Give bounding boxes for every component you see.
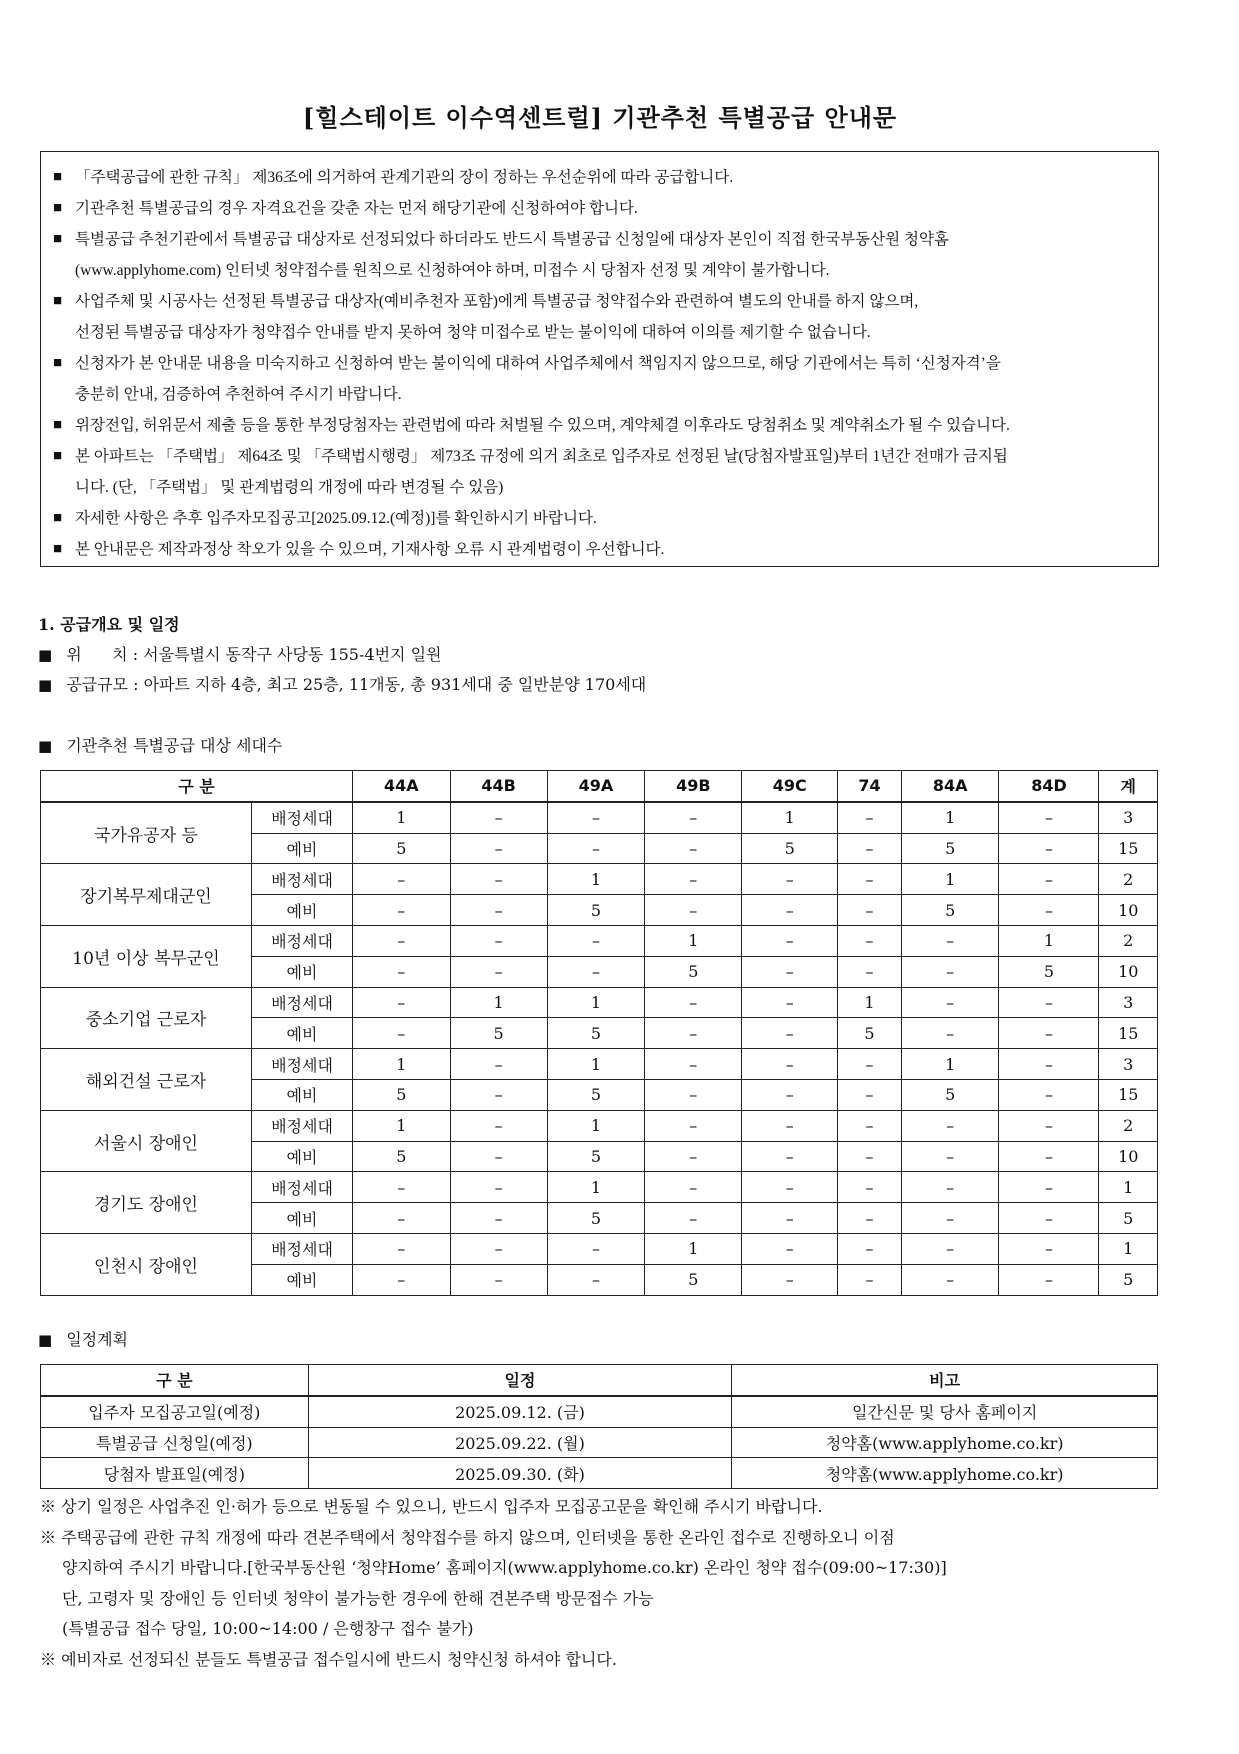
notice-line: (www.applyhome.com) 인터넷 청약접수를 원칙으로 신청하여야 하며, 미접수 시 당첨자 선정 및 계약이 불가합니다. [75, 262, 830, 279]
bullet-square: ■ [53, 169, 63, 185]
supply-category: 경기도 장애인 [41, 1172, 252, 1234]
supply-cell: 1 [353, 1110, 451, 1141]
supply-cell: – [450, 1233, 547, 1264]
supply-cell: 2 [1099, 1110, 1158, 1141]
supply-cell: – [999, 1203, 1099, 1234]
supply-cell: – [999, 1172, 1099, 1203]
supply-cell: 5 [547, 1079, 645, 1110]
supply-table-caption [38, 733, 282, 756]
supply-caption-text: 기관추천 특별공급 대상 세대수 [66, 736, 283, 755]
bullet-square: ■ [53, 417, 63, 433]
supply-cell: – [645, 1172, 742, 1203]
supply-cell: 3 [1099, 987, 1158, 1018]
supply-cell: – [838, 1172, 902, 1203]
table-row [41, 925, 1158, 956]
supply-cell: 5 [353, 1141, 451, 1172]
supply-cell: – [353, 1172, 451, 1203]
supply-header-cell: 구 분 [41, 771, 353, 802]
supply-cell: – [645, 1079, 742, 1110]
supply-cell: – [742, 895, 838, 926]
notice-line: 본 아파트는 「주택법」 제64조 및 「주택법시행령」 제73조 규정에 의거 최초로 입주자로 선정된 날(당첨자발표일)부터 1년간 전매가 금지됩 [75, 448, 1008, 465]
supply-cell: 5 [450, 1018, 547, 1049]
scale-line [38, 672, 646, 695]
supply-cell: – [547, 1264, 645, 1295]
supply-cell: – [353, 1233, 451, 1264]
supply-cell: – [450, 802, 547, 833]
supply-cell: – [450, 1110, 547, 1141]
notice-item-text [75, 348, 1144, 410]
supply-cell: – [353, 1203, 451, 1234]
supply-cell: 5 [547, 1141, 645, 1172]
note-line: ※ 주택공급에 관한 규칙 개정에 따라 견본주택에서 청약접수를 하지 않으며, 인터넷을 통한 온라인 접수로 진행하오니 이점 [40, 1527, 895, 1547]
supply-cell: – [838, 1141, 902, 1172]
notice-item [53, 503, 1144, 534]
notice-line: 신청자가 본 안내문 내용을 미숙지하고 신청하여 받는 불이익에 대하여 사업주체에서 책임지지 않으므로, 해당 기관에서는 특히 ‘신청자격’을 [75, 355, 1001, 372]
supply-cell: 3 [1099, 802, 1158, 833]
table-row [41, 1427, 1158, 1458]
supply-cell: 10 [1099, 1141, 1158, 1172]
supply-cell: – [742, 1141, 838, 1172]
supply-cell: – [450, 1203, 547, 1234]
supply-cell: – [353, 1018, 451, 1049]
supply-cell: – [838, 1110, 902, 1141]
supply-cell: – [901, 1264, 999, 1295]
supply-cell: – [645, 1018, 742, 1049]
supply-cell: 1 [547, 1172, 645, 1203]
note-line: ※ 상기 일정은 사업추진 인·허가 등으로 변동될 수 있으니, 반드시 입주자 모집공고문을 확인해 주시기 바랍니다. [40, 1497, 823, 1516]
supply-cell: 1 [353, 802, 451, 833]
schedule-table [40, 1364, 1158, 1489]
supply-row-type: 배정세대 [252, 987, 353, 1018]
supply-cell: – [645, 802, 742, 833]
supply-header-cell: 49A [547, 771, 645, 802]
notice-item [53, 224, 1144, 286]
notice-item-text [75, 534, 1144, 565]
schedule-cell: 일간신문 및 당사 홈페이지 [732, 1396, 1158, 1427]
notice-line: 사업주체 및 시공사는 선정된 특별공급 대상자(예비추천자 포함)에게 특별공급 청약접수와 관련하여 별도의 안내를 하지 않으며, [75, 293, 919, 310]
supply-cell: – [645, 833, 742, 864]
notice-item-text [75, 503, 1144, 534]
supply-cell: – [645, 987, 742, 1018]
notice-item-text [75, 162, 1144, 193]
notice-item-text [75, 224, 1144, 286]
supply-cell: – [645, 1141, 742, 1172]
supply-cell: – [353, 956, 451, 987]
notice-line: 자세한 사항은 추후 입주자모집공고[2025.09.12.(예정)]를 확인하시기 바랍니다. [75, 510, 597, 527]
supply-cell: – [999, 1264, 1099, 1295]
bullet-square: ■ [53, 200, 63, 216]
supply-cell: 1 [547, 1049, 645, 1080]
supply-cell: – [742, 1049, 838, 1080]
supply-cell: – [742, 1233, 838, 1264]
section-title-supply: 1. 공급개요 및 일정 [38, 615, 180, 634]
supply-cell: – [901, 1203, 999, 1234]
schedule-cell: 청약홈(www.applyhome.co.kr) [732, 1427, 1158, 1458]
supply-cell: 1 [901, 1049, 999, 1080]
supply-category: 10년 이상 복무군인 [41, 925, 252, 987]
supply-cell: 1 [645, 1233, 742, 1264]
supply-cell: – [645, 1049, 742, 1080]
supply-cell: 5 [1099, 1264, 1158, 1295]
notice-line: 충분히 안내, 검증하여 추천하여 주시기 바랍니다. [75, 386, 402, 403]
table-row [41, 1049, 1158, 1080]
supply-cell: 1 [1099, 1172, 1158, 1203]
supply-row-type: 배정세대 [252, 925, 353, 956]
notice-item-text [75, 410, 1144, 441]
bullet-square: ■ [38, 676, 53, 694]
supply-header-cell: 44A [353, 771, 451, 802]
bullet-square: ■ [38, 737, 53, 755]
supply-category: 해외건설 근로자 [41, 1049, 252, 1111]
supply-cell: – [547, 1233, 645, 1264]
supply-cell: – [999, 1141, 1099, 1172]
schedule-cell: 2025.09.22. (월) [308, 1427, 732, 1458]
supply-cell: 15 [1099, 833, 1158, 864]
supply-cell: – [450, 1172, 547, 1203]
notice-line: 본 안내문은 제작과정상 착오가 있을 수 있으며, 기재사항 오류 시 관계법령이 우선합니다. [75, 541, 665, 558]
supply-cell: – [742, 925, 838, 956]
supply-cell: 5 [353, 833, 451, 864]
supply-cell: 5 [1099, 1203, 1158, 1234]
supply-cell: – [742, 987, 838, 1018]
supply-row-type: 예비 [252, 1203, 353, 1234]
bullet-square: ■ [38, 1331, 53, 1349]
supply-cell: – [450, 956, 547, 987]
supply-cell: 1 [742, 802, 838, 833]
notice-item [53, 193, 1144, 224]
table-row [41, 864, 1158, 895]
note-line: 단, 고령자 및 장애인 등 인터넷 청약이 불가능한 경우에 한해 견본주택 방문접수 가능 [62, 1588, 654, 1608]
supply-cell: – [999, 1110, 1099, 1141]
supply-cell: – [999, 1233, 1099, 1264]
supply-category: 서울시 장애인 [41, 1110, 252, 1172]
supply-cell: – [450, 1049, 547, 1080]
supply-cell: – [999, 1018, 1099, 1049]
notice-item [53, 348, 1144, 410]
supply-cell: – [838, 1233, 902, 1264]
supply-cell: – [838, 1264, 902, 1295]
supply-row-type: 예비 [252, 1141, 353, 1172]
location-text: 위 치 : 서울특별시 동작구 사당동 155-4번지 일원 [66, 645, 442, 664]
supply-cell: – [450, 864, 547, 895]
supply-header-cell: 계 [1099, 771, 1158, 802]
supply-cell: – [999, 1049, 1099, 1080]
supply-cell: – [450, 895, 547, 926]
supply-cell: – [838, 925, 902, 956]
supply-cell: 1 [547, 1110, 645, 1141]
schedule-header-cell: 구 분 [41, 1365, 309, 1396]
supply-cell: – [645, 895, 742, 926]
supply-cell: – [838, 864, 902, 895]
notice-line: 기관추천 특별공급의 경우 자격요건을 갖춘 자는 먼저 해당기관에 신청하여야 합니다. [75, 200, 638, 217]
supply-cell: – [999, 987, 1099, 1018]
schedule-caption-text: 일정계획 [66, 1330, 129, 1349]
bullet-square: ■ [53, 355, 63, 371]
supply-cell: – [901, 1018, 999, 1049]
notice-item [53, 410, 1144, 441]
supply-row-type: 예비 [252, 833, 353, 864]
supply-cell: 1 [838, 987, 902, 1018]
schedule-header-cell: 비고 [732, 1365, 1158, 1396]
supply-cell: – [742, 1203, 838, 1234]
note-line: ※ 예비자로 선정되신 분들도 특별공급 접수일시에 반드시 청약신청 하셔야 합니다. [40, 1649, 617, 1669]
schedule-cell: 입주자 모집공고일(예정) [41, 1396, 309, 1427]
notice-item-text [75, 193, 1144, 224]
supply-cell: – [999, 864, 1099, 895]
supply-cell: – [838, 833, 902, 864]
supply-cell: – [901, 1172, 999, 1203]
supply-cell: – [353, 1264, 451, 1295]
supply-cell: 5 [547, 895, 645, 926]
supply-cell: – [999, 833, 1099, 864]
supply-cell: 2 [1099, 925, 1158, 956]
supply-cell: 2 [1099, 864, 1158, 895]
supply-cell: 1 [901, 802, 999, 833]
supply-row-type: 예비 [252, 1264, 353, 1295]
supply-row-type: 배정세대 [252, 1172, 353, 1203]
supply-cell: – [645, 1110, 742, 1141]
supply-cell: 5 [901, 833, 999, 864]
supply-cell: – [742, 1079, 838, 1110]
bullet-square: ■ [53, 231, 63, 247]
notice-item-text [75, 286, 1144, 348]
table-row [41, 1110, 1158, 1141]
bullet-square: ■ [53, 541, 63, 557]
notice-line: 위장전입, 허위문서 제출 등을 통한 부정당첨자는 관련법에 따라 처벌될 수 있으며, 계약체결 이후라도 당첨취소 및 계약취소가 될 수 있습니다. [75, 417, 1010, 434]
supply-header-cell: 74 [838, 771, 902, 802]
supply-cell: – [999, 802, 1099, 833]
supply-cell: 15 [1099, 1018, 1158, 1049]
supply-cell: – [742, 956, 838, 987]
note-line: 양지하여 주시기 바랍니다.[한국부동산원 ‘청약Home’ 홈페이지(www.applyhome.co.kr) 온라인 청약 접수(09:00~17:30)] [62, 1558, 947, 1577]
supply-row-type: 배정세대 [252, 1233, 353, 1264]
supply-cell: – [645, 864, 742, 895]
notes-block [40, 1492, 1160, 1675]
supply-category: 인천시 장애인 [41, 1233, 252, 1295]
supply-cell: – [353, 864, 451, 895]
supply-row-type: 배정세대 [252, 1110, 353, 1141]
table-row [41, 1172, 1158, 1203]
table-row [41, 987, 1158, 1018]
notice-item [53, 534, 1144, 565]
notice-line: 특별공급 추천기관에서 특별공급 대상자로 선정되었다 하더라도 반드시 특별공급 신청일에 대상자 본인이 직접 한국부동산원 청약홈 [75, 231, 949, 248]
notice-line: 선정된 특별공급 대상자가 청약접수 안내를 받지 못하여 청약 미접수로 받는 불이익에 대하여 이의를 제기할 수 없습니다. [75, 324, 871, 341]
supply-cell: – [901, 1141, 999, 1172]
supply-header-cell: 49B [645, 771, 742, 802]
supply-header-cell: 44B [450, 771, 547, 802]
supply-cell: 1 [547, 987, 645, 1018]
supply-cell: 5 [999, 956, 1099, 987]
supply-header-cell: 84A [901, 771, 999, 802]
supply-cell: – [838, 1049, 902, 1080]
notice-line: 「주택공급에 관한 규칙」 제36조에 의거하여 관계기관의 장이 정하는 우선순위에 따라 공급합니다. [75, 169, 734, 186]
supply-cell: 5 [901, 895, 999, 926]
supply-cell: – [450, 1264, 547, 1295]
supply-cell: – [450, 833, 547, 864]
supply-cell: – [901, 1110, 999, 1141]
notice-item [53, 162, 1144, 193]
supply-cell: – [547, 925, 645, 956]
supply-cell: 5 [742, 833, 838, 864]
supply-cell: – [901, 987, 999, 1018]
supply-row-type: 배정세대 [252, 802, 353, 833]
table-row [41, 1458, 1158, 1489]
supply-cell: – [547, 802, 645, 833]
supply-cell: – [838, 1203, 902, 1234]
table-row [41, 1233, 1158, 1264]
schedule-caption [38, 1327, 128, 1350]
supply-row-type: 배정세대 [252, 1049, 353, 1080]
table-row [41, 802, 1158, 833]
supply-category: 국가유공자 등 [41, 802, 252, 864]
supply-row-type: 예비 [252, 1018, 353, 1049]
schedule-cell: 청약홈(www.applyhome.co.kr) [732, 1458, 1158, 1489]
supply-cell: – [838, 802, 902, 833]
supply-cell: 1 [450, 987, 547, 1018]
supply-row-type: 배정세대 [252, 864, 353, 895]
supply-cell: – [901, 1233, 999, 1264]
supply-category: 중소기업 근로자 [41, 987, 252, 1049]
note-line: (특별공급 접수 당일, 10:00~14:00 / 은행창구 접수 불가) [62, 1619, 474, 1638]
notice-item [53, 441, 1144, 503]
supply-cell: 5 [645, 956, 742, 987]
supply-cell: 5 [353, 1079, 451, 1110]
supply-cell: 5 [901, 1079, 999, 1110]
supply-cell: 1 [1099, 1233, 1158, 1264]
supply-cell: – [999, 895, 1099, 926]
supply-row-type: 예비 [252, 895, 353, 926]
supply-cell: – [742, 1110, 838, 1141]
notice-line: 니다. (단, 「주택법」 및 관계법령의 개정에 따라 변경될 수 있음) [75, 479, 504, 496]
supply-table [40, 770, 1158, 1296]
supply-header-cell: 49C [742, 771, 838, 802]
supply-cell: – [901, 956, 999, 987]
supply-cell: – [547, 956, 645, 987]
bullet-square: ■ [53, 510, 63, 526]
notice-box [40, 151, 1159, 567]
supply-cell: – [742, 1018, 838, 1049]
supply-cell: – [450, 925, 547, 956]
scale-text: 공급규모 : 아파트 지하 4층, 최고 25층, 11개동, 총 931세대 중 일반분양 170세대 [66, 675, 647, 694]
supply-cell: – [838, 956, 902, 987]
supply-cell: – [838, 1079, 902, 1110]
document-title: [힐스테이트 이수역센트럴] 기관추천 특별공급 안내문 [302, 103, 898, 132]
supply-cell: 1 [901, 864, 999, 895]
bullet-square: ■ [53, 448, 63, 464]
location-line [38, 642, 442, 665]
supply-cell: 5 [547, 1203, 645, 1234]
supply-cell: 5 [547, 1018, 645, 1049]
schedule-cell: 2025.09.30. (화) [308, 1458, 732, 1489]
supply-cell: – [742, 1264, 838, 1295]
supply-cell: 1 [547, 864, 645, 895]
table-row [41, 1396, 1158, 1427]
supply-cell: 5 [645, 1264, 742, 1295]
supply-cell: 5 [838, 1018, 902, 1049]
supply-cell: – [547, 833, 645, 864]
supply-category: 장기복무제대군인 [41, 864, 252, 926]
schedule-header-cell: 일정 [308, 1365, 732, 1396]
supply-cell: 1 [353, 1049, 451, 1080]
supply-cell: 15 [1099, 1079, 1158, 1110]
supply-cell: – [645, 1203, 742, 1234]
supply-cell: – [450, 1141, 547, 1172]
supply-cell: – [901, 925, 999, 956]
supply-cell: 10 [1099, 956, 1158, 987]
supply-cell: – [742, 1172, 838, 1203]
bullet-square: ■ [53, 293, 63, 309]
supply-row-type: 예비 [252, 956, 353, 987]
supply-cell: – [353, 925, 451, 956]
supply-cell: 1 [999, 925, 1099, 956]
supply-cell: – [838, 895, 902, 926]
supply-cell: – [353, 987, 451, 1018]
schedule-cell: 당첨자 발표일(예정) [41, 1458, 309, 1489]
supply-cell: – [742, 864, 838, 895]
notice-item [53, 286, 1144, 348]
supply-cell: 3 [1099, 1049, 1158, 1080]
supply-cell: – [999, 1079, 1099, 1110]
notice-item-text [75, 441, 1144, 503]
supply-cell: – [450, 1079, 547, 1110]
schedule-cell: 2025.09.12. (금) [308, 1396, 732, 1427]
supply-row-type: 예비 [252, 1079, 353, 1110]
schedule-cell: 특별공급 신청일(예정) [41, 1427, 309, 1458]
supply-header-cell: 84D [999, 771, 1099, 802]
supply-cell: 1 [645, 925, 742, 956]
bullet-square: ■ [38, 646, 53, 664]
supply-cell: – [353, 895, 451, 926]
supply-cell: 10 [1099, 895, 1158, 926]
